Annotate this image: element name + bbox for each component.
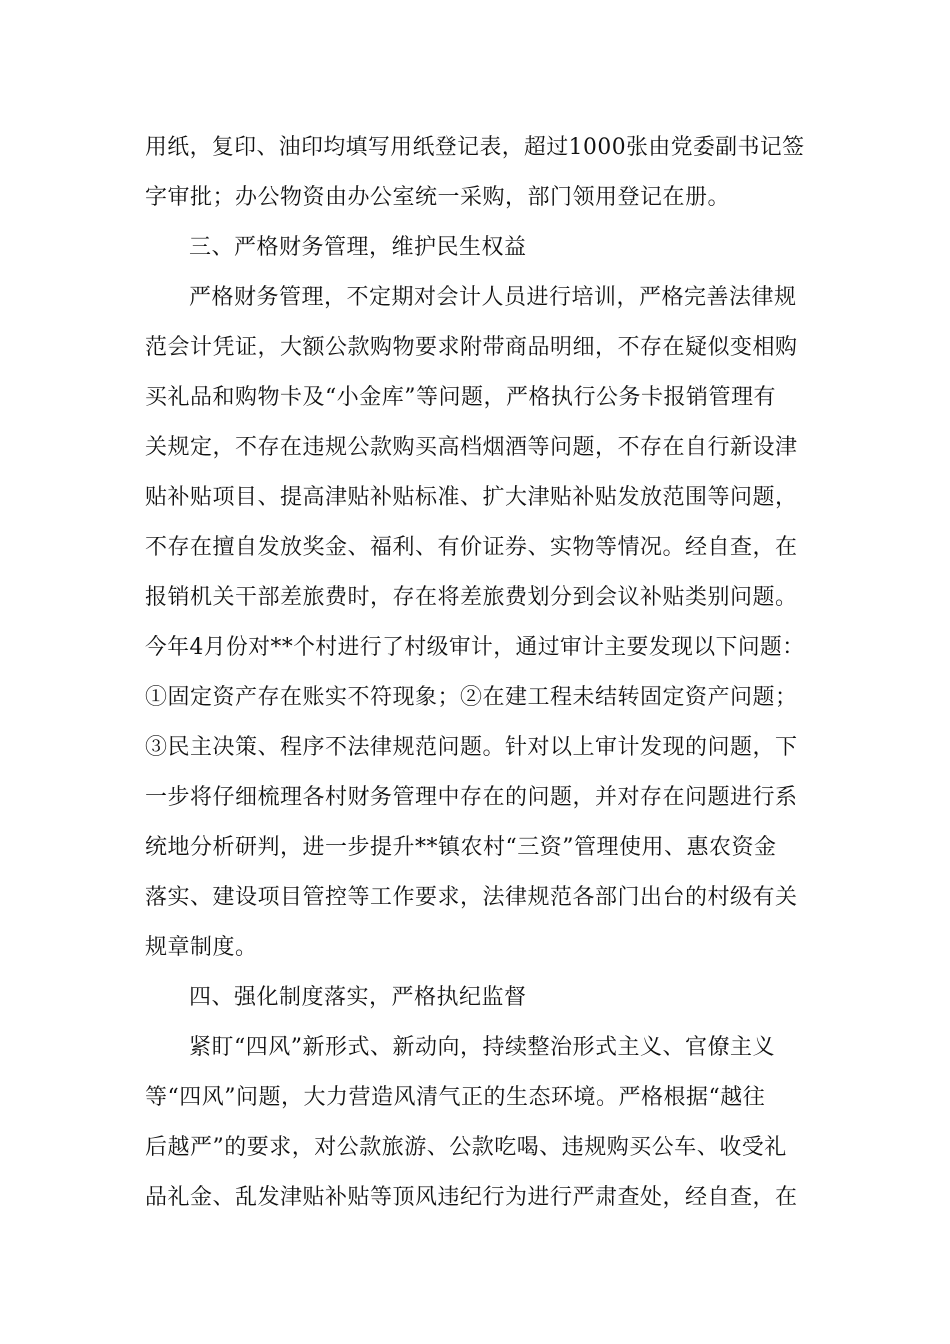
body-text-line: 后越严”的要求，对公款旅游、公款吃喝、违规购买公车、收受礼 xyxy=(145,1135,787,1160)
section-heading-4: 四、强化制度落实，严格执纪监督 xyxy=(189,985,527,1010)
body-text-line: 买礼品和购物卡及“小金库”等问题，严格执行公务卡报销管理有 xyxy=(145,385,776,410)
body-text-line: 用纸，复印、油印均填写用纸登记表，超过1000张由党委副书记签 xyxy=(145,135,805,160)
body-text-line: 不存在擅自发放奖金、福利、有价证券、实物等情况。经自查，在 xyxy=(145,535,798,560)
body-text-line: 今年4月份对**个村进行了村级审计，通过审计主要发现以下问题： xyxy=(145,635,805,660)
body-text-line: 品礼金、乱发津贴补贴等顶风违纪行为进行严肃查处，经自查，在 xyxy=(145,1185,798,1210)
section-heading-3: 三、严格财务管理，维护民生权益 xyxy=(189,235,527,260)
body-text-line: 等“四风”问题，大力营造风清气正的生态环境。严格根据“越往 xyxy=(145,1085,766,1110)
body-text-line: ③民主决策、程序不法律规范问题。针对以上审计发现的问题，下 xyxy=(145,735,798,760)
body-text-line: 贴补贴项目、提高津贴补贴标准、扩大津贴补贴发放范围等问题， xyxy=(145,485,798,510)
body-text-line: 报销机关干部差旅费时，存在将差旅费划分到会议补贴类别问题。 xyxy=(145,585,798,610)
body-text-line: 规章制度。 xyxy=(145,935,258,960)
body-text-line: 一步将仔细梳理各村财务管理中存在的问题，并对存在问题进行系 xyxy=(145,785,798,810)
paragraph-start: 严格财务管理，不定期对会计人员进行培训，严格完善法律规 xyxy=(189,285,797,310)
body-text-line: 字审批；办公物资由办公室统一采购，部门领用登记在册。 xyxy=(145,185,731,210)
body-text-line: ①固定资产存在账实不符现象；②在建工程未结转固定资产问题； xyxy=(145,685,798,710)
body-text-line: 范会计凭证，大额公款购物要求附带商品明细，不存在疑似变相购 xyxy=(145,335,798,360)
body-text-line: 关规定，不存在违规公款购买高档烟酒等问题，不存在自行新设津 xyxy=(145,435,798,460)
body-text-line: 落实、建设项目管控等工作要求，法律规范各部门出台的村级有关 xyxy=(145,885,798,910)
paragraph-start: 紧盯“四风”新形式、新动向，持续整治形式主义、官僚主义 xyxy=(189,1035,775,1060)
body-text-line: 统地分析研判，进一步提升**镇农村“三资”管理使用、惠农资金 xyxy=(145,835,777,860)
